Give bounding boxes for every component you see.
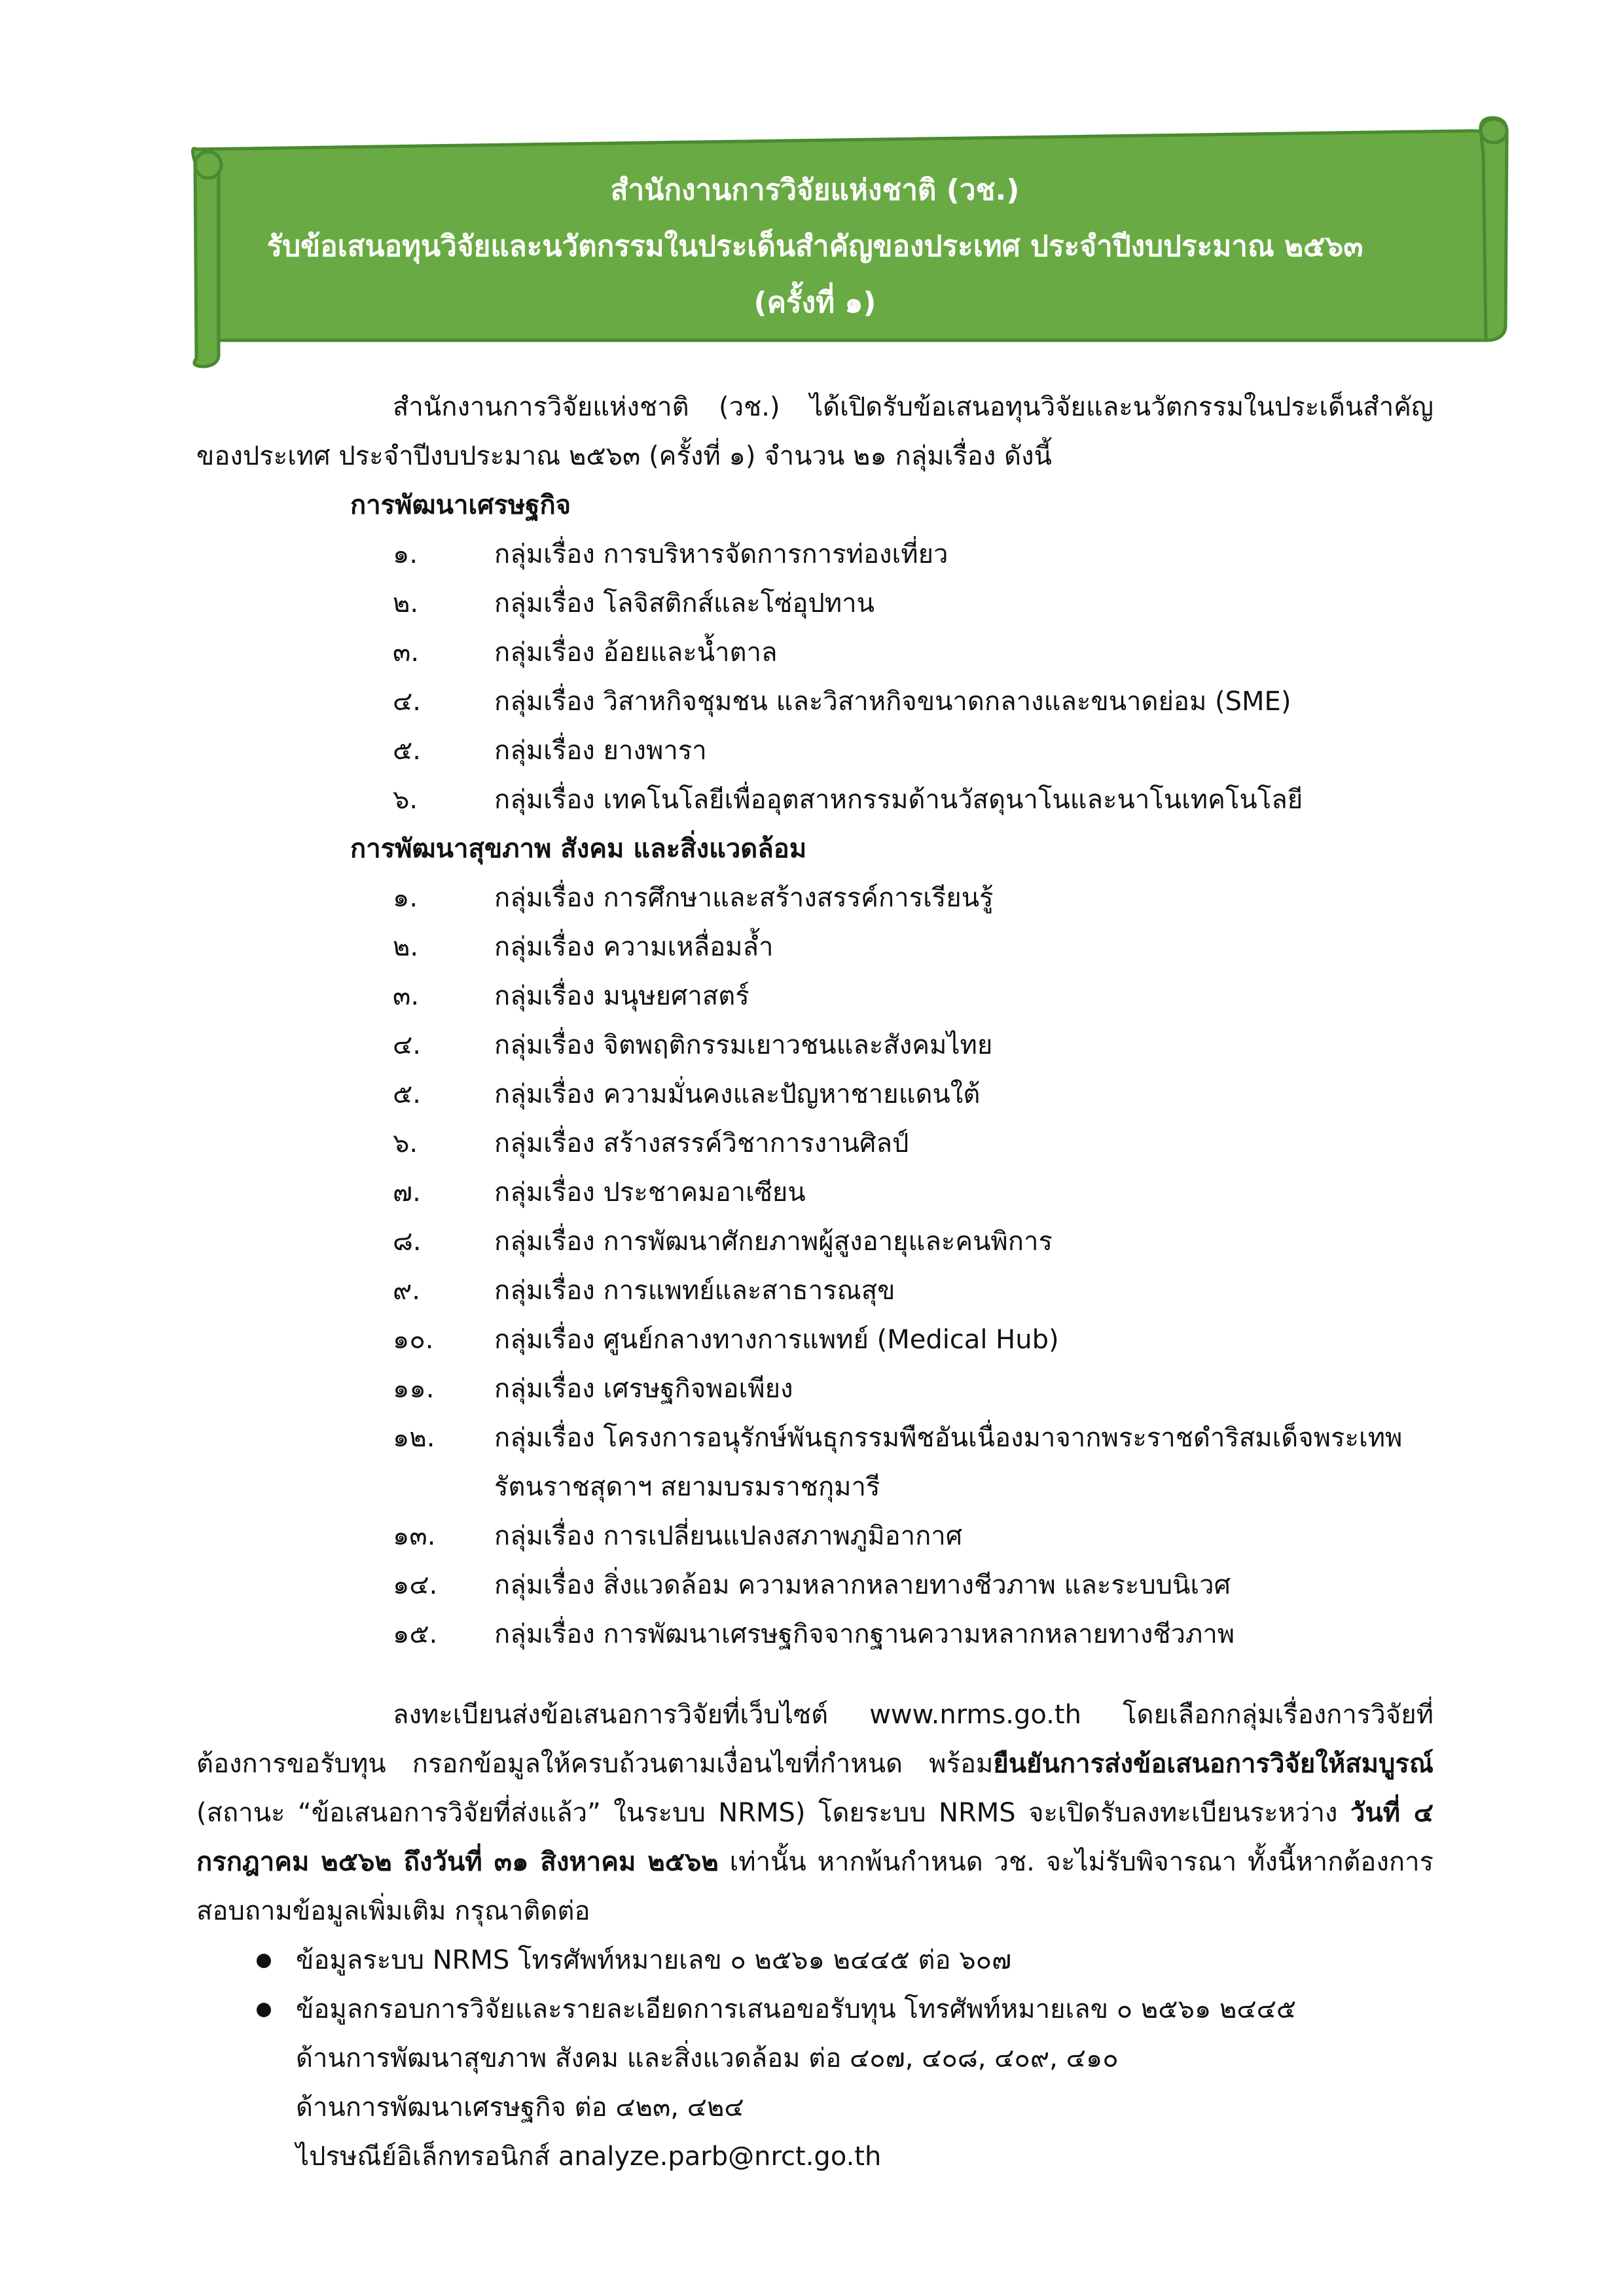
section-heading-economic: การพัฒนาเศรษฐกิจ — [350, 490, 571, 520]
contact-line: ด้านการพัฒนาเศรษฐกิจ ต่อ ๔๒๓, ๔๒๔ — [296, 2092, 744, 2123]
registration-text-2: (สถานะ “ข้อเสนอการวิจัยที่ส่งแล้ว” ในระบบ NRMS) โดยระบบ NRMS จะเปิดรับลงทะเบียนระหว่าง — [196, 1798, 1350, 1828]
group-item-text: กลุ่มเรื่อง โครงการอนุรักษ์พันธุกรรมพืชอันเนื่องมาจากพระราชดำริสมเด็จพระเทพรัตนราชสุดาฯ สยามบรมราชกุมารี — [494, 1423, 1403, 1502]
contact-lines — [296, 1985, 1434, 2181]
banner-right-curl — [1481, 118, 1507, 340]
spacer — [196, 1659, 1434, 1691]
group-item-number: ๒. — [393, 932, 419, 962]
group-item-text: กลุ่มเรื่อง สร้างสรรค์วิชาการงานศิลป์ — [494, 1128, 909, 1158]
group-item-number: ๑๑. — [393, 1374, 435, 1404]
group-item-number: ๑๓. — [393, 1521, 436, 1551]
group-item-number: ๔. — [393, 1030, 421, 1060]
header-banner — [0, 0, 1624, 393]
group-item-text: กลุ่มเรื่อง สิ่งแวดล้อม ความหลากหลายทางชีวภาพ และระบบนิเวศ — [494, 1570, 1231, 1600]
group-item-text: กลุ่มเรื่อง เศรษฐกิจพอเพียง — [494, 1374, 793, 1404]
group-item — [196, 1316, 1434, 1365]
group-item — [196, 726, 1434, 776]
group-item-number: ๖. — [393, 1128, 418, 1158]
group-item-number: ๓. — [393, 981, 420, 1011]
group-item-text: กลุ่มเรื่อง ประชาคมอาเซียน — [494, 1177, 806, 1208]
contact-lines — [296, 1936, 1434, 1985]
group-item-number: ๗. — [393, 1177, 421, 1208]
group-item-text: กลุ่มเรื่อง การพัฒนาศักยภาพผู้สูงอายุและคนพิการ — [494, 1227, 1053, 1257]
group-item — [196, 1168, 1434, 1217]
group-item — [196, 923, 1434, 972]
banner-title — [216, 162, 1414, 331]
group-item-text: กลุ่มเรื่อง เทคโนโลยีเพื่ออุตสาหกรรมด้านวัสดุนาโนและนาโนเทคโนโลยี — [494, 785, 1303, 815]
group-item-number: ๑. — [393, 539, 418, 569]
group-item — [196, 1217, 1434, 1266]
contact-item — [196, 1985, 1434, 2181]
banner-left-curl — [192, 149, 219, 367]
group-item — [196, 874, 1434, 923]
group-item-text: กลุ่มเรื่อง การพัฒนาเศรษฐกิจจากฐานความหลากหลายทางชีวภาพ — [494, 1619, 1235, 1649]
economic-section — [196, 481, 1434, 825]
group-item-text: กลุ่มเรื่อง โลจิสติกส์และโซ่อุปทาน — [494, 588, 875, 619]
group-item-text: กลุ่มเรื่อง ยางพารา — [494, 736, 707, 766]
registration-text-1: ลงทะเบียนส่งข้อเสนอการวิจัยที่เว็บไซต์ www.nrms.go.th โดยเลือกกลุ่มเรื่องการวิจัยที่ต้องการขอรับทุน กรอกข้อมูลให้ครบถ้วนตามเงื่อนไขที่กำหนด พร้อม — [196, 1700, 1434, 1779]
intro-paragraph: สำนักงานการวิจัยแห่งชาติ (วช.) ได้เปิดรับข้อเสนอทุนวิจัยและนวัตกรรมในประเด็นสำคัญของประเทศ ประจำปีงบประมาณ ๒๕๖๓ (ครั้งที่ ๑) จำนวน ๒๑ กลุ่มเรื่อง ดังนี้ — [196, 392, 1434, 471]
group-item-text: กลุ่มเรื่อง ความมั่นคงและปัญหาชายแดนใต้ — [494, 1079, 981, 1109]
group-item — [196, 579, 1434, 628]
group-item-text: กลุ่มเรื่อง ความเหลื่อมล้ำ — [494, 932, 774, 962]
group-item-number: ๖. — [393, 785, 418, 815]
registration-text-3: เท่านั้น หากพ้นกำหนด วช. จะไม่รับพิจารณา ทั้งนี้หากต้องการสอบถามข้อมูลเพิ่มเติม กรุณาติดต่อ — [196, 1847, 1434, 1926]
registration-paragraph — [196, 1691, 1434, 1936]
contact-line: ข้อมูลกรอบการวิจัยและรายละเอียดการเสนอขอรับทุน โทรศัพท์หมายเลข ๐ ๒๕๖๑ ๒๔๔๕ — [296, 1994, 1297, 2024]
group-item — [196, 677, 1434, 726]
economic-group-list — [196, 530, 1434, 825]
group-item — [196, 1070, 1434, 1119]
group-item-number: ๔. — [393, 687, 421, 717]
group-item-text: กลุ่มเรื่อง จิตพฤติกรรมเยาวชนและสังคมไทย — [494, 1030, 993, 1060]
contact-list — [196, 1936, 1434, 2181]
group-item-number: ๑๕. — [393, 1619, 438, 1649]
group-item — [196, 1365, 1434, 1414]
group-item-text: กลุ่มเรื่อง ศูนย์กลางทางการแพทย์ (Medical Hub) — [494, 1325, 1059, 1355]
social-group-list — [196, 874, 1434, 1659]
group-item-text: กลุ่มเรื่อง การศึกษาและสร้างสรรค์การเรียนรู้ — [494, 883, 994, 913]
group-item-number: ๕. — [393, 1079, 421, 1109]
group-item-number: ๕. — [393, 736, 421, 766]
contact-item — [196, 1936, 1434, 1985]
group-item-number: ๑. — [393, 883, 418, 913]
group-item-number: ๑๒. — [393, 1423, 435, 1453]
section-heading-social: การพัฒนาสุขภาพ สังคม และสิ่งแวดล้อม — [350, 834, 807, 864]
group-item-text: กลุ่มเรื่อง การเปลี่ยนแปลงสภาพภูมิอากาศ — [494, 1521, 963, 1551]
group-item — [196, 1266, 1434, 1316]
contact-line: ด้านการพัฒนาสุขภาพ สังคม และสิ่งแวดล้อม ต่อ ๔๐๗, ๔๐๘, ๔๐๙, ๔๑๐ — [296, 2043, 1119, 2073]
group-item-number: ๑๔. — [393, 1570, 438, 1600]
group-item-number: ๒. — [393, 588, 419, 619]
group-item — [196, 1561, 1434, 1610]
social-section — [196, 825, 1434, 1659]
group-item-number: ๘. — [393, 1227, 422, 1257]
group-item-text: กลุ่มเรื่อง การแพทย์และสาธารณสุข — [494, 1276, 895, 1306]
group-item-text: กลุ่มเรื่อง อ้อยและน้ำตาล — [494, 637, 778, 668]
banner-line-1: สำนักงานการวิจัยแห่งชาติ (วช.) — [610, 173, 1020, 207]
group-item — [196, 1610, 1434, 1659]
banner-line-2: รับข้อเสนอทุนวิจัยและนวัตกรรมในประเด็นสำคัญของประเทศ ประจำปีงบประมาณ ๒๕๖๓ — [266, 230, 1363, 263]
group-item-text: กลุ่มเรื่อง มนุษยศาสตร์ — [494, 981, 749, 1011]
registration-emphasis-1: ยืนยันการส่งข้อเสนอการวิจัยให้สมบูรณ์ — [993, 1749, 1434, 1779]
group-item-number: ๓. — [393, 637, 420, 668]
group-item-number: ๑๐. — [393, 1325, 434, 1355]
group-item — [196, 1512, 1434, 1561]
group-item-number: ๙. — [393, 1276, 421, 1306]
registration-dates: วันที่ ๔ กรกฎาคม ๒๕๖๒ ถึงวันที่ ๓๑ สิงหาคม ๒๕๖๒ — [196, 1798, 1434, 1877]
banner-right-curl-end — [1481, 119, 1507, 143]
group-item — [196, 1414, 1434, 1512]
group-item — [196, 1119, 1434, 1168]
group-item-text: กลุ่มเรื่อง วิสาหกิจชุมชน และวิสาหกิจขนาดกลางและขนาดย่อม (SME) — [494, 687, 1291, 717]
group-item-text: กลุ่มเรื่อง การบริหารจัดการการท่องเที่ยว — [494, 539, 948, 569]
group-item — [196, 628, 1434, 677]
banner-line-3: (ครั้งที่ ๑) — [753, 286, 876, 319]
bullet-icon — [257, 1954, 271, 1968]
group-item — [196, 1021, 1434, 1070]
contact-line: ไปรษณีย์อิเล็กทรอนิกส์ analyze.parb@nrct.go.th — [296, 2142, 882, 2172]
group-item — [196, 972, 1434, 1021]
group-item — [196, 530, 1434, 579]
document-body — [196, 383, 1434, 2181]
bullet-icon — [257, 2003, 271, 2017]
group-item — [196, 776, 1434, 825]
contact-line: ข้อมูลระบบ NRMS โทรศัพท์หมายเลข ๐ ๒๕๖๑ ๒๔๔๕ ต่อ ๖๐๗ — [296, 1945, 1012, 1975]
